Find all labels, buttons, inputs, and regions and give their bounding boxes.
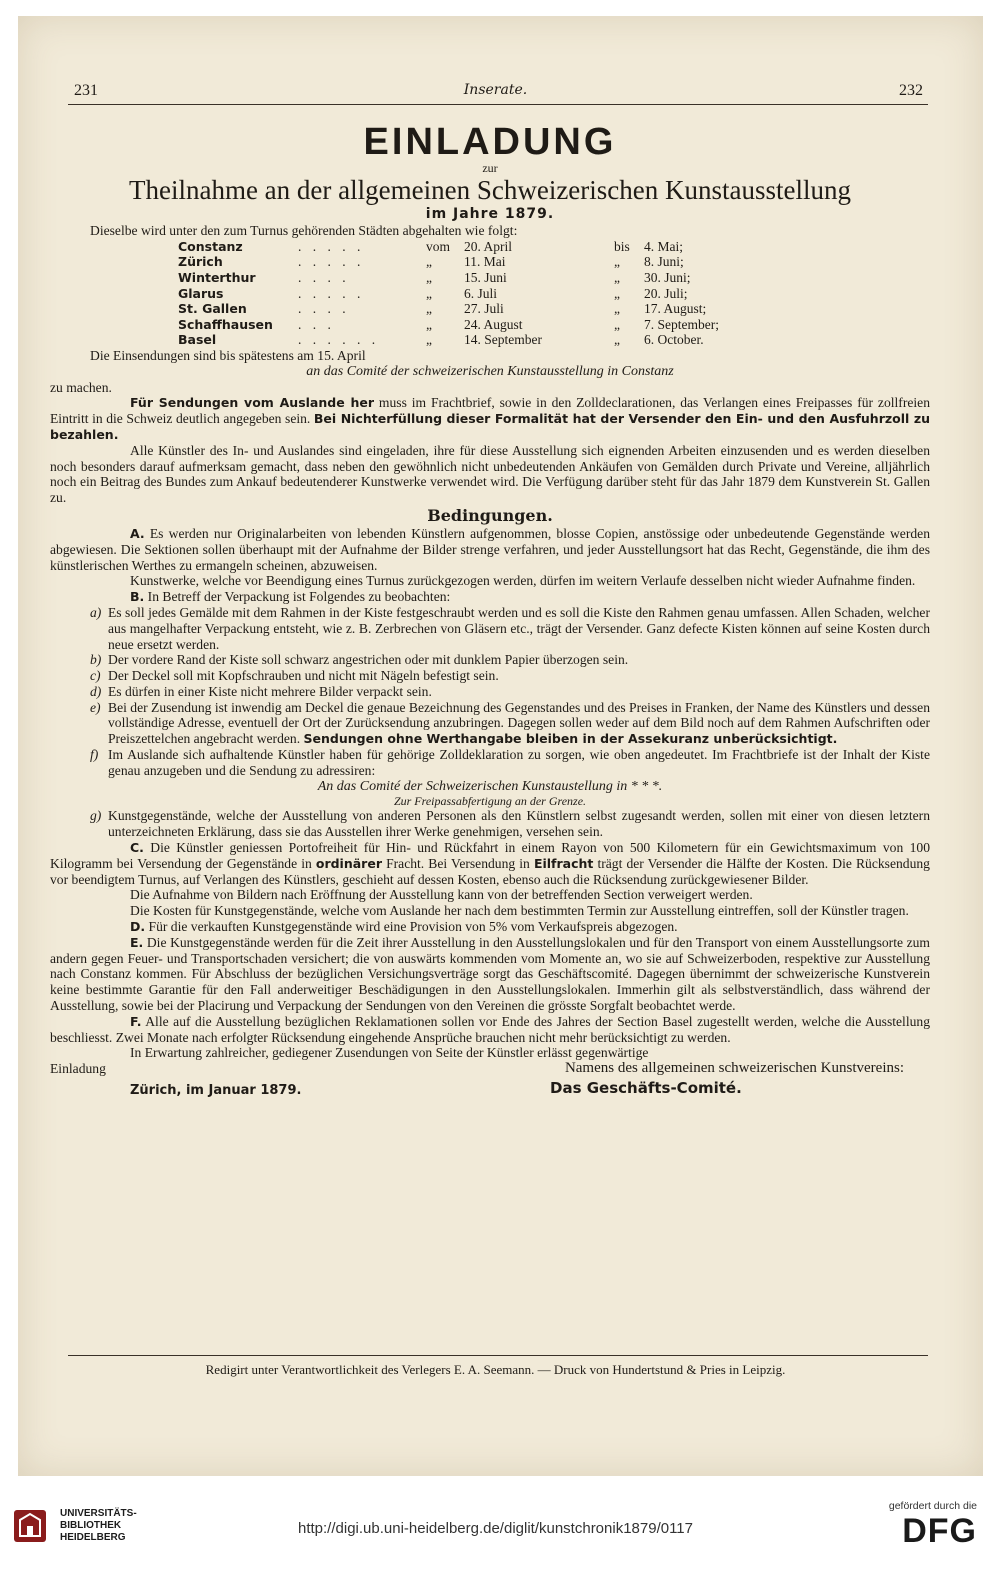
schedule-von: „ (426, 285, 432, 301)
condition-f-text: Alle auf die Ausstellung bezüglichen Reklamationen sollen vor Ende des Jahres der Section Basel zugestellt werden, welche die Ausstellung beschliesst. Zwei Monate nach erfolgter Rücksendung eingehende Ansprüche brauchen nicht mehr berücksichtigt zu werden. (50, 1013, 930, 1045)
schedule-von: „ (426, 254, 432, 270)
packing-item-e-text: Bei der Zusendung ist inwendig am Deckel die genaue Bezeichnung des Gegenstandes und des Preises in Franken, der Name des Künstlers und dessen vollständige Adresse, eventuell der Ort der Zurücksendung anzubringen. Dagegen sollen weder auf dem Bild noch auf dem Rahmen Aufschriften oder Preiszettelchen angebracht werden. (108, 699, 930, 747)
schedule-dots: . . . . . (298, 238, 365, 254)
packing-item-text: Es dürfen in einer Kiste nicht mehrere Bilder verpackt sein. (108, 683, 432, 699)
condition-a-label: A. (130, 525, 145, 541)
schedule-city: Basel (178, 332, 217, 348)
packing-item-f-sub: Zur Freipassabfertigung an der Grenze. (393, 794, 587, 809)
schedule-bis: „ (614, 316, 620, 332)
schedule-von: „ (426, 316, 432, 332)
closing-line-2 (50, 1061, 930, 1077)
schedule-row (178, 301, 719, 317)
packing-item-e (50, 700, 930, 747)
schedule-dots: . . . . (298, 269, 350, 285)
packing-item-label: a) (90, 604, 102, 620)
namens-line: Namens des allgemeinen schweizerischen Kunstvereins: (564, 1060, 904, 1077)
condition-d-text: Für die verkauften Kunstgegenstände wird eine Provision von 5% vom Verkaufspreis abgezogen. (145, 919, 678, 935)
schedule-dots: . . . . (298, 301, 350, 317)
schedule-city: St. Gallen (178, 301, 247, 317)
packing-item-f-address: An das Comité der Schweizerischen Kunstaustellung in * * *. (317, 778, 663, 794)
schedule-dots: . . . . . (298, 285, 365, 301)
condition-a-2: Kunstwerke, welche vor Beendigung eines Turnus zurückgezogen werden, dürfen im weitern Verlaufe desselben nicht wieder Aufnahme finden. (130, 573, 916, 589)
packing-item-label: b) (90, 652, 102, 668)
einsendungen (50, 348, 930, 364)
condition-c (50, 840, 930, 887)
condition-c-bold1: ordinärer (315, 855, 382, 871)
schedule-city: Zürich (178, 254, 223, 270)
schedule-from: 14. September (464, 332, 542, 348)
ausland-lead: Für Sendungen vom Auslande her (130, 395, 375, 411)
comite-address: an das Comité der schweizerischen Kunstausstellung in Constanz (306, 363, 674, 379)
signature-line (50, 1081, 930, 1103)
packing-item-f-text: Im Auslande sich aufhaltende Künstler haben für gehörige Zolldeklaration zu sorgen, wie oben angedeutet. Im Frachtbriefe ist der Inhalt der Kiste genau anzugeben und die Sendung zu adressiren: (108, 747, 930, 778)
packing-item-f (50, 747, 930, 779)
schedule-row (178, 332, 719, 348)
packing-item (50, 605, 930, 652)
schedule-von: „ (426, 332, 432, 348)
library-line-2: BIBLIOTHEK (60, 1520, 122, 1531)
condition-c-text-c: trägt der Versender die Hälfte der Kosten. Die Rücksendung vor beendigtem Turnus, auf Verlangen des Künstlers, geschieht auf dessen Kosten, ebenso auch die Rücksendung zurückgewiesener Bilder. (50, 855, 930, 887)
condition-a-text: Es werden nur Originalarbeiten von lebenden Künstlern aufgenommen, blosse Copien, anstössige oder unbedeutende Gegenstände werden abgewiesen. Die Sektionen sollen überhaupt mit der Aufnahme der Bilder strenge verfahren, und jeder Ausstellungsort hat das Recht, Gegenstände, die ihm des künstlerischen Werthes zu ermangeln scheinen, abzuweisen. (50, 525, 930, 573)
ausland-warning: Bei Nichterfüllung dieser Formalität hat der Versender den Ein- und den Ausfuhrzoll zu bezahlen. (50, 411, 930, 442)
packing-item-label: c) (90, 668, 101, 684)
digitization-bar (0, 1494, 991, 1581)
section-bedingungen: Bedingungen. (427, 505, 553, 525)
signature: Das Geschäfts-Comité. (550, 1079, 742, 1098)
schedule-to: 4. Mai; (644, 238, 683, 254)
place-date: Zürich, im Januar 1879. (130, 1083, 302, 1099)
schedule-to: 30. Juni; (644, 269, 691, 285)
schedule-row (178, 270, 719, 286)
packing-items (50, 605, 930, 700)
schedule-city: Schaffhausen (178, 316, 273, 332)
condition-f-label: F. (130, 1013, 142, 1029)
page-number-left: 231 (74, 82, 98, 99)
schedule-row (178, 254, 719, 270)
schedule-von: „ (426, 269, 432, 285)
condition-c-label: C. (130, 840, 144, 856)
packing-item-g (50, 808, 930, 840)
schedule-dots: . . . . . . (298, 332, 380, 348)
condition-b-label: B. (130, 589, 145, 605)
condition-e-label: E. (130, 934, 144, 950)
schedule-dots: . . . (298, 316, 335, 332)
packing-item-text: Der vordere Rand der Kiste soll schwarz angestrichen oder mit dunklem Papier überzogen sein. (108, 652, 629, 668)
schedule-city: Glarus (178, 285, 224, 301)
schedule-from: 6. Juli (464, 285, 498, 301)
packing-item-g-label: g) (90, 808, 102, 824)
year-line: im Jahre 1879. (425, 206, 555, 222)
funded-by-label: gefördert durch die (888, 1500, 977, 1512)
schedule-bis: „ (614, 269, 620, 285)
condition-e-text: Die Kunstgegenstände werden für die Zeit ihrer Ausstellung in den Ausstellungslokalen und für den Transport von einem Ausstellungsorte zum andern gegen Feuer- und Transportschaden versichert; die von auswärts kommenden vom Momente an, wo sie auf Schweizerboden, respektive zur Ausstellung nach Constanz kommen. Für Abschluss der bezüglichen Versichungsverträge sorgt das Geschäftscomité. Dagegen übernimmt der schweizerische Kunstverein keine bestimmte Garantie für den Fall anderweitiger Beschädigungen in den Ausstellungslokalen. Immerhin gilt als selbstverständlich, dass während der Ausstellung, sowie bei der Placirung und Verpackung der Sendungen von den Vereinen die grösste Sorgfalt beobachtet werde. (50, 934, 930, 1014)
condition-c-3: Die Kosten für Kunstgegenstände, welche vom Auslande her nach dem bestimmten Termin zur Ausstellung eintreffen, soll der Künstler tragen. (130, 903, 909, 919)
intro: Dieselbe wird unter den zum Turnus gehörenden Städten abgehalten wie folgt: (90, 223, 518, 238)
schedule-to: 17. August; (644, 301, 707, 317)
ausland-body: muss im Frachtbrief, sowie in den Zolldeclarationen, das Verlangen eines Freipasses für zollfreien Eintritt in die Schweiz deutlich angegeben sein. (50, 395, 931, 427)
schedule-to: 7. September; (644, 316, 719, 332)
library-line-3: HEIDELBERG (60, 1532, 126, 1543)
condition-f (50, 1014, 930, 1046)
closing-einladung: Einladung (50, 1061, 106, 1077)
packing-item-e-label: e) (90, 699, 101, 715)
schedule-to: 6. October. (644, 332, 704, 348)
schedule-to: 20. Juli; (644, 285, 688, 301)
packing-item (50, 652, 930, 668)
packing-item-g-text: Kunstgegenstände, welche der Ausstellung von anderen Personen als den Künstlern selbst zugesandt werden, sollen mit einer von diesen letztern unterzeichneten Erklärung, dass sie das Ausstellen ihrer Werke genehmigen, versehen sein. (108, 808, 930, 840)
advertisement (50, 62, 930, 1103)
page-number-right: 232 (899, 82, 923, 99)
subtitle: Theilnahme an der allgemeinen Schweizerischen Kunstausstellung (128, 175, 851, 205)
schedule-row (178, 239, 719, 255)
schedule-bis: „ (614, 332, 620, 348)
schedule-row (178, 286, 719, 302)
condition-c-bold2: Eilfracht (533, 855, 594, 871)
condition-d-label: D. (130, 919, 146, 935)
schedule-from: 20. April (464, 238, 513, 254)
packing-item-text: Es soll jedes Gemälde mit dem Rahmen in der Kiste festgeschraubt werden und es soll die Kiste den Rahmen genau umfassen. Allen Schaden, welcher aus mangelhafter Verpackung entsteht, wie z. B. Zerbrechen von Gläsern etc., trägt der Versender. Ganz defecte Kisten können auf seine Kosten durch neue ersetzt werden. (108, 604, 930, 652)
packing-item-label: d) (90, 683, 102, 699)
title-zur: zur (482, 161, 498, 175)
ausland-paragraph (50, 395, 930, 442)
condition-c-text-b: Fracht. Bei Versendung in (382, 855, 534, 871)
condition-e (50, 935, 930, 1014)
schedule-dots: . . . . . (298, 254, 365, 270)
permalink-url[interactable]: http://digi.ub.uni-heidelberg.de/diglit/kunstchronik1879/0117 (298, 1520, 693, 1537)
schedule-from: 11. Mai (464, 254, 506, 270)
schedule-bis: „ (614, 301, 620, 317)
schedule-bis: bis (614, 238, 630, 254)
title: EINLADUNG (363, 121, 617, 163)
schedule-row (178, 317, 719, 333)
condition-d (50, 919, 930, 935)
schedule-city: Winterthur (178, 269, 256, 285)
condition-c-2: Die Aufnahme von Bildern nach Eröffnung der Ausstellung kann von der betreffenden Section verweigert werden. (130, 887, 753, 903)
packing-item (50, 668, 930, 684)
schedule-to: 8. Juni; (644, 254, 684, 270)
schedule-bis: „ (614, 285, 620, 301)
schedule-from: 15. Juni (464, 269, 507, 285)
schedule-city: Constanz (178, 238, 243, 254)
condition-c-text-a: Die Künstler geniessen Portofreiheit für Hin- und Rückfahrt in einem Rayon von 500 Kilometern für ein Gewichtsmaximum von 100 Kilogramm bei Versendung der Gegenstände in (50, 840, 930, 871)
schedule-from: 27. Juli (464, 301, 504, 317)
condition-b (50, 589, 930, 605)
condition-a (50, 526, 930, 573)
packing-item (50, 684, 930, 700)
dfg-logo[interactable] (889, 1500, 977, 1550)
dfg-wordmark: DFG (902, 1512, 977, 1550)
library-line-1: UNIVERSITÄTS- (60, 1508, 137, 1519)
kuenstler-paragraph: Alle Künstler des In- und Auslandes sind eingeladen, ihre für diese Ausstellung sich eignenden Arbeiten einzusenden und es werden dieselben noch besonders darauf aufmerksam gemacht, dass neben den gewöhnlich nicht unbedeutenden Ankäufen von Gemälden durch Private und Vereine, alljährlich noch ein Beitrag des Bundes zum Ankauf bedeutenderer Kunstwerke verwendet wird. Die Verfügung darüber steht für das Jahr 1879 dem Kunstverein St. Gallen zu. (50, 442, 930, 506)
schedule-table (178, 239, 719, 348)
schedule-from: 24. August (464, 316, 523, 332)
packing-item-e-bold: Sendungen ohne Werthangabe bleiben in der Assekuranz unberücksichtigt. (303, 731, 838, 747)
condition-b-text: In Betreff der Verpackung ist Folgendes zu beobachten: (144, 589, 451, 605)
footer-rule (68, 1355, 928, 1356)
schedule-bis: „ (614, 254, 620, 270)
closing: In Erwartung zahlreicher, gediegener Zusendungen von Seite der Künstler erlässt gegenwärtige (130, 1045, 649, 1061)
einsendungen-text: Die Einsendungen sind bis spätestens am 15. April (90, 347, 366, 363)
packing-item-f-label: f) (90, 747, 99, 763)
schedule-von: „ (426, 301, 432, 317)
running-title: Inserate. (463, 82, 528, 98)
schedule-von: vom (426, 238, 451, 254)
zu-machen: zu machen. (50, 379, 112, 395)
packing-item-text: Der Deckel soll mit Kopfschrauben und nicht mit Nägeln befestigt sein. (108, 668, 499, 684)
imprint-footer: Redigirt unter Verantwortlichkeit des Verlegers E. A. Seemann. — Druck von Hundertstund & Pries in Leipzig. (205, 1362, 786, 1377)
